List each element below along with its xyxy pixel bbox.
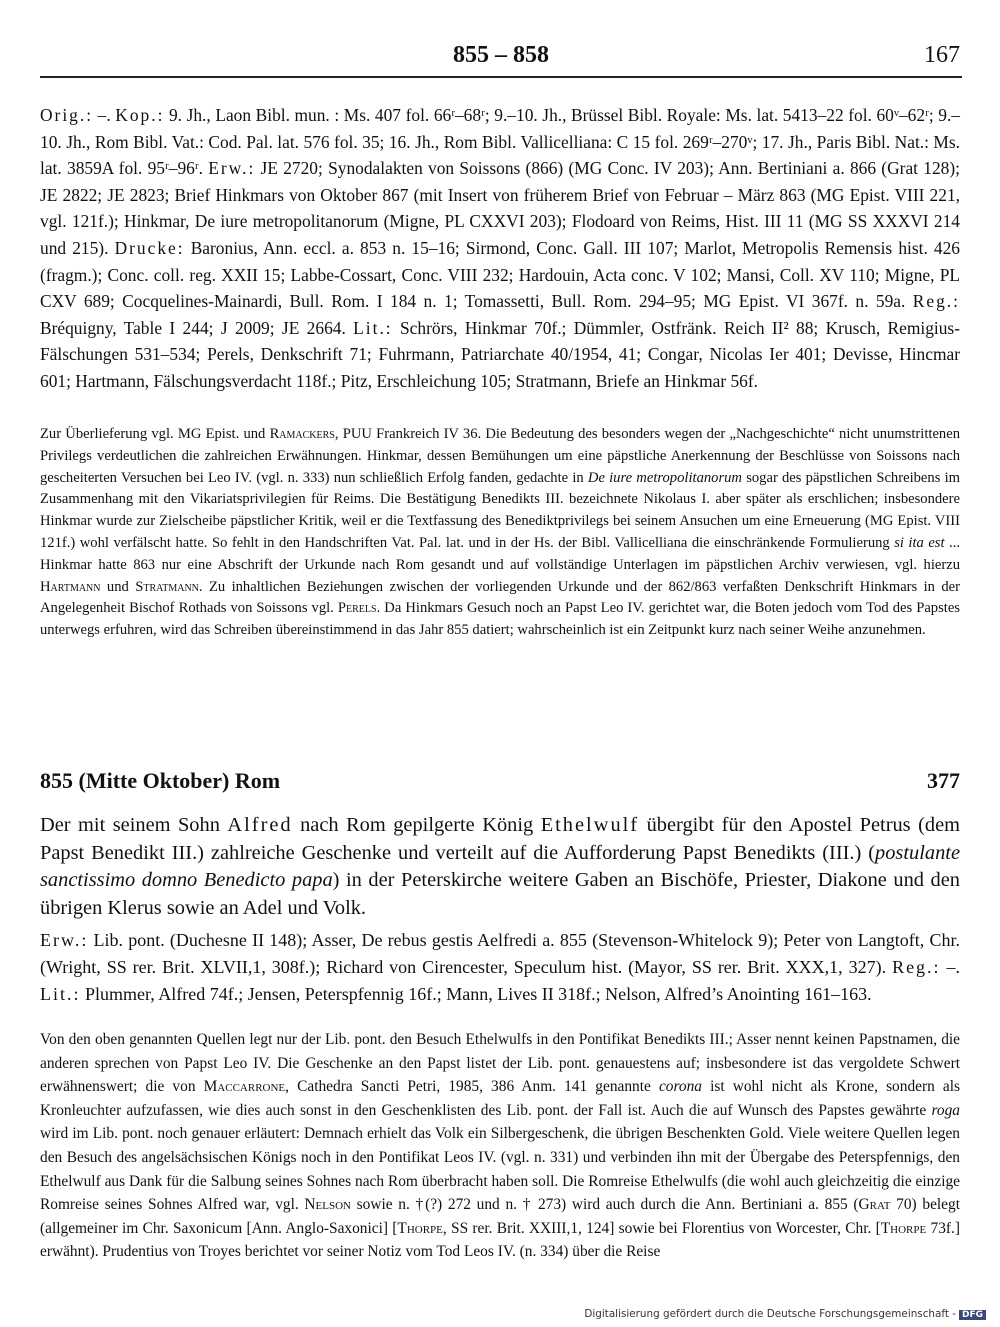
page-range: 855 – 858 [453, 42, 549, 68]
text-run: Bréquigny, Table I 244; J 2009; JE 2664. [40, 317, 354, 338]
text-run: . Da Hinkmars Gesuch noch an Papst Leo IV. gerichtet war, die Boten jedoch vom Tod des Papstes unterwegs erfuhren, wird das Schreiben übereinstimmend in das Jahr 855 datiert; wahrscheinlich ist ein Zeitpunkt kurz nach seiner Weihe anzunehmen. [40, 600, 960, 639]
text-run: Erw.: [40, 930, 89, 950]
text-run: –. [93, 105, 116, 125]
text-run: wird im Lib. pont. noch genauer erläutert: Demnach erhielt das Volk ein Silbergeschenk, die übrigen Beschenkten Gold. Viele weitere Quellen legen den Besuch des angelsächsischen Königs noch in den Pontifikat Leos IV. (vgl. n. 331) und verbinden ihn mit der Übergabe des Peterspfennigs, den Ethelwulf aus Dank für die Salbung seines Sohnes nach Rom überbracht haben soll. Die Romreise Ethelwulfs (die wohl auch gleichzeitig die einzige Romreise seines Sohnes Alfred war, vgl. [40, 1125, 960, 1214]
text-run: Der mit seinem Sohn [40, 814, 228, 836]
text-run: ... Hinkmar hatte 863 nur eine Abschrift der Urkunde nach Rom gesandt und auf vollständige Unterlagen im päpstlichen Archiv verwiesen, vgl. hierzu [40, 534, 960, 573]
text-run: ist wohl nicht als Krone, sondern als Kronleuchter aufzufassen, wie dies auch sonst in den Geschenklisten des Lib. pont. der Fall ist. Auch die auf Wunsch des Papstes gewährte [40, 1078, 960, 1119]
commentary-note [40, 424, 960, 642]
text-run: sogar des päpstlichen Schreibens im Zusammenhang mit den Vikariatsprivilegien für Reims. Die Bestätigung Benedikts III. bezeichnete Nikolaus I. aber später als erschlichen; insbesondere Hinkmar wurde zur Zielscheibe päpstlicher Kritik, weil er die Textfassung des Benediktprivilegs bei seinem Ansuchen um eine Erneuerung (MG Epist. VIII 121f.) wohl verfälscht hatte. So fehlt in den Handschriften Vat. Pal. lat. und in der Hs. der Bibl. Vallicelliana die einschränkende Formulierung [40, 469, 960, 551]
text-run: Lit.: [353, 317, 393, 338]
text-run: Kop.: [115, 105, 165, 125]
text-run: Lit.: [40, 984, 81, 1005]
running-header [40, 38, 962, 72]
text-run: Alfred [227, 814, 293, 836]
dfg-logo: DFG [959, 1310, 986, 1320]
text-run: Thorpe [397, 1219, 443, 1237]
text-run: Thorpe [880, 1219, 927, 1237]
entry-date-place: 855 (Mitte Oktober) Rom [40, 768, 281, 793]
text-run: Ramackers [269, 426, 335, 442]
commentary-note-377 [40, 1028, 960, 1264]
text-run: 9. Jh., Laon Bibl. mun. : Ms. 407 fol. 66ʳ–68ʳ; 9.–10. Jh., Brüssel Bibl. Royale: Ms. lat. 5413–22 fol. 60ᵛ–62ʳ; 9.–10. Jh., Rom Bibl. Vat.: Cod. Pal. lat. 576 fol. 35; 16. Jh., Rom Bibl. Vallicelliana: C 15 fol. 269ʳ–270ᵛ; 17. Jh., Paris Bibl. Nat.: Ms. lat. 3859A fol. 95ʳ–96ʳ. [40, 105, 960, 179]
text-run: sowie n. †(?) 272 und n. † 273) wird auch durch die Ann. Bertiniani a. 855 ( [350, 1196, 859, 1214]
text-run: De iure metropolitanorum [587, 469, 742, 486]
text-run: Erw.: [208, 158, 256, 179]
entry-heading [40, 768, 960, 800]
text-run: –. [940, 957, 961, 978]
text-run: nach Rom gepilgerte König [292, 814, 541, 836]
text-run: Lib. pont. (Duchesne II 148); Asser, De rebus gestis Aelfredi a. 855 (Stevenson-Whitelock 9); Peter von Langtoft, Chr. (Wright, SS rer. Brit. XLVII,1, 308f.); Richard von Cirencester, Speculum hist. (Mayor, SS rer. Brit. XXX,1, 327). [40, 930, 960, 978]
text-run: Von den oben genannten Quellen legt nur der Lib. pont. den Besuch Ethelwulfs in den Pontifikat Benedikts III.; Asser nennt keinen Papstnamen, die anderen sprechen von Papst Leo IV. Die Geschenke an den Papst listet der Lib. pont. genauestens auf; insbesondere ist das vergoldete Schwert erwähnenswert; die von [40, 1031, 960, 1096]
text-run: Grat [858, 1196, 891, 1214]
text-run: 70) belegt (allgemeiner im Chr. Saxonicum [Ann. Anglo-Saxonici] [ [40, 1196, 960, 1237]
text-run: Plummer, Alfred 74f.; Jensen, Peterspfennig 16f.; Mann, Lives II 318f.; Nelson, Alfred’s Anointing 161–163. [80, 984, 872, 1005]
text-run: roga [931, 1101, 960, 1119]
transmission-paragraph [40, 102, 960, 395]
text-run: Baronius, Ann. eccl. a. 853 n. 15–16; Sirmond, Conc. Gall. III 107; Marlot, Metropolis Remensis hist. 426 (fragm.); Conc. coll. reg. XXII 15; Labbe-Cossart, Conc. VIII 232; Hardouin, Acta conc. V 102; Mansi, Coll. XV 110; Migne, PL CXV 689; Cocquelines-Mainardi, Bull. Rom. I 184 n. 1; Tomassetti, Bull. Rom. 294–95; MG Epist. VI 367f. n. 59a. [40, 237, 961, 312]
text-run: Schrörs, Hinkmar 70f.; Dümmler, Ostfränk. Reich II² 88; Krusch, Remigius-Fälschungen 531–534; Perels, Denkschrift 71; Fuhrmann, Patriarchate 40/1954, 41; Congar, Nicolas Ier 401; Devisse, Hincmar 601; Hartmann, Fälschungsverdacht 118f.; Pitz, Erschleichung 105; Stratmann, Briefe an Hinkmar 56f. [40, 317, 960, 391]
text-run: , Cathedra Sancti Petri, 1985, 386 Anm. 141 genannte [285, 1078, 659, 1096]
text-run: Perels [337, 600, 377, 617]
sources-paragraph [40, 927, 960, 1009]
text-run: Reg.: [912, 291, 960, 312]
text-run: JE 2720; Synodalakten von Soissons (866) (MG Conc. IV 203); Ann. Bertiniani a. 866 (Grat 128); JE 2822; JE 2823; Brief Hinkmars von Oktober 867 (mit Insert von früherem Brief von Februar – März 863 (MG Epist. VIII 221, vgl. 121f.); Hinkmar, De iure metropolitanorum (Migne, PL CXXVI 203); Flodoard von Reims, Hist. III 11 (MG SS XXXVI 214 und 215). [40, 158, 960, 258]
text-run: Zur Überlieferung vgl. MG Epist. und [40, 426, 270, 442]
entry-number: 377 [927, 768, 960, 793]
text-run: Maccarrone [203, 1078, 286, 1096]
text-run: 73f.] erwähnt). Prudentius von Troyes berichtet vor seiner Notiz vom Tod Leos IV. (n. 334) über die Reise [40, 1219, 960, 1261]
text-run: Nelson [304, 1196, 351, 1214]
text-run: , SS rer. Brit. XXIII,1, 124] sowie bei Florentius von Worcester, Chr. [ [442, 1219, 881, 1237]
text-run: übergibt für den Apostel Petrus (dem Papst Benedikt III.) zahlreiche Geschenke und verteilt auf die Aufforderung Papst Benedikts (III.) ( [40, 814, 960, 864]
text-run: si ita est [894, 534, 945, 551]
text-run: Stratmann [135, 578, 199, 595]
text-run: Hartmann [40, 578, 101, 595]
regest-text [40, 812, 960, 922]
text-run: , PUU Frankreich IV 36. Die Bedeutung des besonders wegen der „Nachgeschichte“ nicht unumstrittenen Privilegs verdeutlichen die zahlreichen Erwähnungen. Hinkmar, dessen Bemühungen um eine päpstliche Anerkennung der Beschlüsse von Soissons nach gescheiterten Versuchen bei Leo IV. (vgl. n. 333) nun schließlich Erfolg fanden, gedachte in [40, 426, 960, 486]
text-run: Reg.: [892, 957, 941, 978]
digitization-footer [584, 1308, 986, 1320]
text-run: Ethelwulf [540, 814, 640, 836]
header-rule [40, 76, 962, 78]
text-run: Orig.: [40, 105, 94, 125]
text-run: Drucke: [114, 237, 185, 258]
text-run: und [100, 578, 136, 595]
page-number: 167 [924, 42, 960, 68]
text-run: ) in der Peterskirche weitere Gaben an Bischöfe, Priester, Diakone und den übrigen Klerus sowie an Adel und Volk. [40, 869, 960, 919]
text-run: corona [658, 1078, 702, 1096]
footer-text: Digitalisierung gefördert durch die Deutsche Forschungsgemeinschaft - [584, 1308, 956, 1320]
text-run: . Zu inhaltlichen Beziehungen zwischen der vorliegenden Urkunde und der 862/863 verfaßten Denkschrift Hinkmars in der Angelegenheit Bischof Rothads von Soissons vgl. [40, 578, 961, 617]
text-run: postulante sanctissimo domno Benedicto papa [40, 841, 960, 892]
